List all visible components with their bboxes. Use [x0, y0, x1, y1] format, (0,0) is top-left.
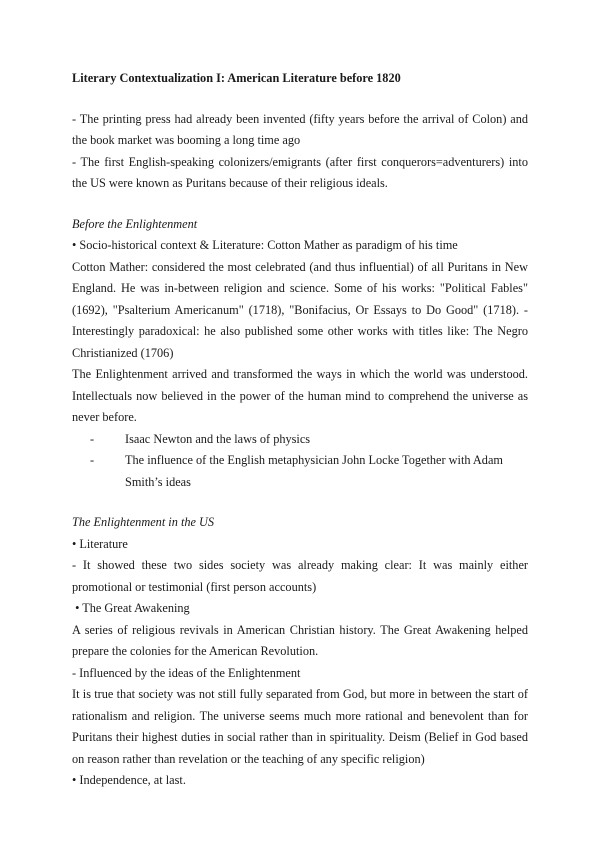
list-item — [72, 450, 528, 493]
list-dash: - — [90, 431, 95, 446]
spacer — [72, 195, 528, 214]
section-heading-before-enlightenment: Before the Enlightenment — [72, 216, 198, 231]
bullet-great-awakening: • The Great Awakening — [72, 601, 190, 615]
list-dash: - — [90, 453, 95, 467]
list-item-text: Isaac Newton and the laws of physics — [125, 431, 311, 446]
paragraph-religious-revivals: A series of religious revivals in American Christian history. The Great Awakening helped prepare the colonies for the American Revolution. — [72, 622, 528, 658]
intro-paragraph-1: - The printing press had already been invented (fifty years before the arrival of Colon) and the book market was booming a long time ago — [72, 111, 528, 147]
section-heading-enlightenment-us: The Enlightenment in the US — [72, 515, 215, 529]
bullet-literature: • Literature — [72, 536, 128, 551]
document-title: Literary Contextualization I: American Literature before 1820 — [72, 71, 401, 85]
document-page — [72, 68, 528, 792]
intro-paragraph-2: - The first English-speaking colonizers/emigrants (after first conquerors=adventurers) into the US were known as Puritans because of their religious ideals. — [72, 154, 528, 190]
paragraph-influenced: - Influenced by the ideas of the Enlightenment — [72, 665, 301, 680]
paragraph-enlightenment-arrived: The Enlightenment arrived and transformed the ways in which the world was understood. Intellectuals now believed in the power of the human mind to comprehend the universe as never before. — [72, 367, 528, 424]
spacer — [72, 493, 528, 512]
paragraph-cotton-mather: Cotton Mather: considered the most celebrated (and thus influential) of all Puritans in New England. He was in-between religion and science. Some of his works: "Political Fables" (1692), "Psalterium Americanum" (1718), "Bonifacius, Or Essays to Do Good" (1718). - Interestingly paradoxical: he also published some other works with titles like: The Negro Christianized (1706) — [72, 259, 528, 360]
bullet-socio-historical: • Socio-historical context & Literature: Cotton Mather as paradigm of his time — [72, 238, 458, 252]
list-item — [72, 429, 528, 451]
list-item-text: The influence of the English metaphysician John Locke Together with Adam Smith’s ideas — [125, 453, 503, 489]
bullet-independence: • Independence, at last. — [72, 773, 186, 787]
paragraph-society-god: It is true that society was not still fully separated from God, but more in between the start of rationalism and religion. The universe seems much more rational and benevolent than for Puritans their highest duties in social rather than in spirituality. Deism (Belief in God based on reason rather than revelation or the teaching of any specific religion) — [72, 687, 528, 766]
dash-list — [72, 429, 528, 494]
paragraph-two-sides: - It showed these two sides society was already making clear: It was mainly either promotional or testimonial (first person accounts) — [72, 558, 528, 594]
